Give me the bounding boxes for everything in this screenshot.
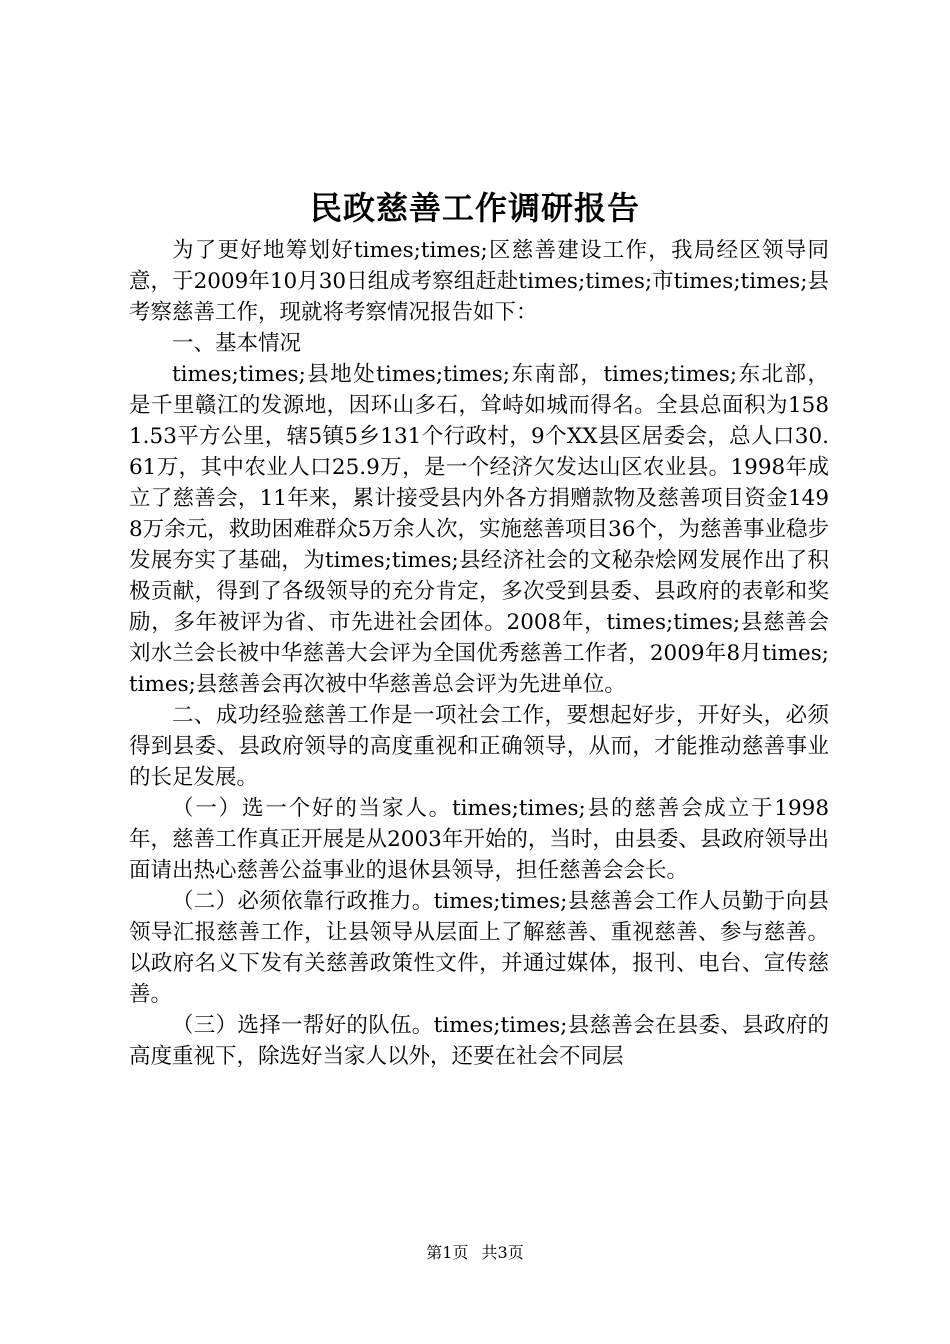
page-number-total: 共3页 xyxy=(481,1243,524,1262)
paragraph-intro: 为了更好地筹划好times;times;区慈善建设工作，我局经区领导同意，于2009年10月30日组成考察组赶赴times;times;市times;times;县考察慈善工作，现就将考察情况报告如下： xyxy=(129,238,829,325)
paragraph-experience: 二、成功经验慈善工作是一项社会工作，要想起好步，开好头，必须得到县委、县政府领导的高度重视和正确领导，从而，才能推动慈善事业的长足发展。 xyxy=(129,703,829,790)
paragraph-point-2: （二）必须依靠行政推力。times;times;县慈善会工作人员勤于向县领导汇报慈善工作，让县领导从层面上了解慈善、重视慈善、参与慈善。以政府名义下发有关慈善政策性文件，并通过媒体，报刊、电台、宣传慈善。 xyxy=(129,889,829,1007)
page-footer xyxy=(0,1241,950,1265)
page-number-current: 第1页 xyxy=(426,1243,469,1262)
paragraph-basic-info: times;times;县地处times;times;东南部，times;times;东北部，是千里赣江的发源地，因环山多石，耸峙如城而得名。全县总面积为1581.53平方公里，辖5镇5乡131个行政村，9个XX县区居委会，总人口30.61万，其中农业人口25.9万，是一个经济欠发达山区农业县。1998年成立了慈善会，11年来，累计接受县内外各方捐赠款物及慈善项目资金1498万余元，救助困难群众5万余人次，实施慈善项目36个，为慈善事业稳步发展夯实了基础，为times;times;县经济社会的文秘杂烩网发展作出了积极贡献，得到了各级领导的充分肯定，多次受到县委、县政府的表彰和奖励，多年被评为省、市先进社会团体。2008年，times;times;县慈善会刘水兰会长被中华慈善大会评为全国优秀慈善工作者，2009年8月times;times;县慈善会再次被中华慈善总会评为先进单位。 xyxy=(129,362,829,697)
paragraph-point-1: （一）选一个好的当家人。times;times;县的慈善会成立于1998年，慈善工作真正开展是从2003年开始的，当时，由县委、县政府领导出面请出热心慈善公益事业的退休县领导，担任慈善会会长。 xyxy=(129,796,829,883)
section-heading-basic: 一、基本情况 xyxy=(172,331,302,356)
document-title: 民政慈善工作调研报告 xyxy=(309,189,640,227)
document-body xyxy=(129,235,829,1072)
paragraph-point-3: （三）选择一帮好的队伍。times;times;县慈善会在县委、县政府的高度重视下，除选好当家人以外，还要在社会不同层 xyxy=(129,1013,829,1069)
